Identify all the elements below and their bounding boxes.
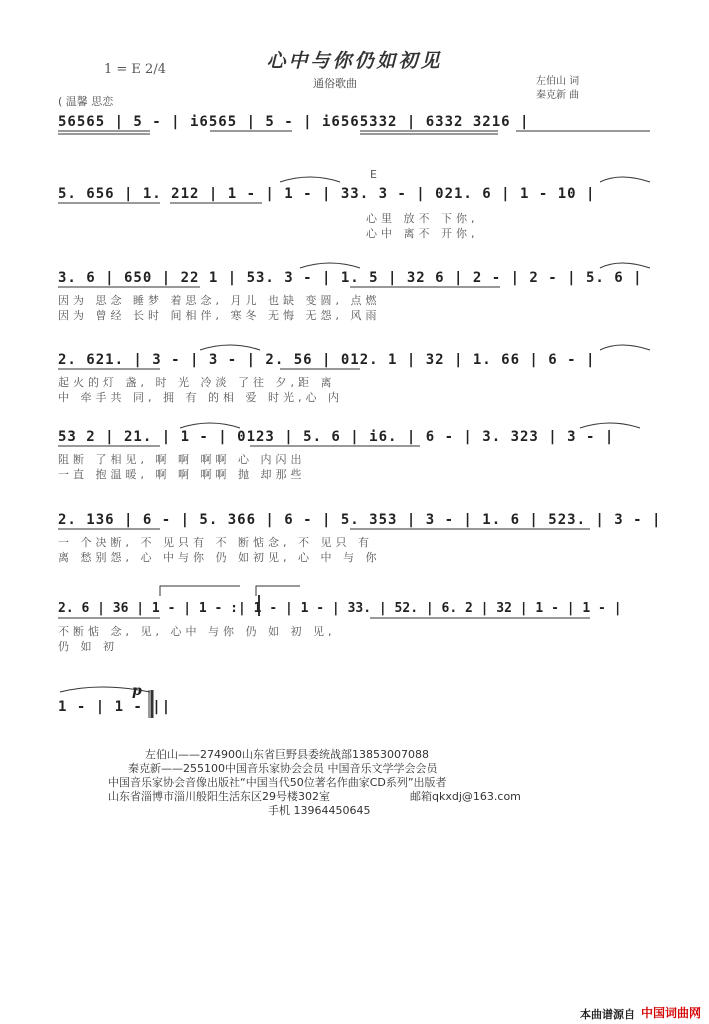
- key-signature: 1 = E 2/4: [104, 62, 166, 77]
- lyric-4b: 中 牵手共 同, 拥 有 的相 爱 时光,心 内: [58, 391, 343, 404]
- lyric-5a: 阻断 了相见, 啊 啊 啊啊 心 内闪出: [58, 453, 306, 466]
- lyric-3a: 因为 思念 睡梦 着思念, 月儿 也缺 变圆, 点燃: [58, 294, 381, 307]
- footer-composer-info: 秦克新——255100中国音乐家协会会员 中国音乐文学学会会员: [128, 762, 438, 775]
- site-name-link[interactable]: 中国词曲网: [640, 1006, 701, 1020]
- lyricist-credit: 左伯山 词: [536, 76, 580, 87]
- music-line-1: 56565 | 5 - | i6565 | 5 - | i6565332 | 6332 3216 |: [58, 114, 530, 130]
- lyric-4a: 起火的灯 盏, 时 光 冷淡 了往 夕,距 离: [58, 376, 336, 389]
- music-line-7: 2. 6 | 36 | 1 - | 1 - :| 1 - | 1 - | 33. | 52. | 6. 2 | 32 | 1 - | 1 - |: [58, 601, 622, 616]
- footer-email: 邮箱qkxdj@163.com: [410, 790, 521, 803]
- footer-phone: 手机 13964450645: [268, 804, 371, 817]
- music-line-6: 2. 136 | 6 - | 5. 366 | 6 - | 5. 353 | 3 - | 1. 6 | 523. | 3 - |: [58, 512, 662, 528]
- lyric-6b: 离 愁别怨, 心 中与你 仍 如初见, 心 中 与 你: [58, 551, 381, 564]
- dynamic-marking: p: [132, 683, 142, 699]
- lyric-3b: 因为 曾经 长时 间相伴, 寒冬 无悔 无怨, 风雨: [58, 309, 381, 322]
- lyric-5b: 一直 抱温暖, 啊 啊 啊啊 抛 却那些: [58, 468, 306, 481]
- composer-credit: 秦克新 曲: [536, 90, 580, 101]
- music-line-8: 1 - | 1 - ||: [58, 699, 172, 715]
- lyric-2a: 心里 放不 下你,: [366, 212, 479, 225]
- footer-lyricist-contact: 左伯山——274900山东省巨野县委统战部13853007088: [145, 748, 429, 761]
- song-title: 心中与你仍如初见: [266, 50, 443, 72]
- lyric-2b: 心中 离不 开你,: [366, 227, 479, 240]
- lyric-6a: 一 个决断, 不 见只有 不 断惦念, 不 见只 有: [58, 536, 373, 549]
- source-label: 本曲谱源自: [580, 1008, 635, 1021]
- music-line-2: 5. 656 | 1. 212 | 1 - | 1 - | 33. 3 - | 021. 6 | 1 - 10 |: [58, 186, 596, 202]
- genre-label: 通俗歌曲: [313, 77, 357, 90]
- lyric-7b: 仍 如 初: [58, 640, 118, 653]
- section-mark-e: E: [370, 168, 377, 181]
- footer-address: 山东省淄博市淄川般阳生活东区29号楼302室: [108, 790, 330, 803]
- music-line-3: 3. 6 | 650 | 22 1 | 53. 3 - | 1. 5 | 32 6 | 2 - | 2 - | 5. 6 |: [58, 270, 643, 286]
- footer-publisher-info: 中国音乐家协会音像出版社“中国当代50位著名作曲家CD系列”出版者: [108, 776, 447, 789]
- music-line-5: 53 2 | 21. | 1 - | 0123 | 5. 6 | i6. | 6 - | 3. 323 | 3 - |: [58, 429, 615, 445]
- lyric-7a: 不断惦 念, 见, 心中 与你 仍 如 初 见,: [58, 625, 336, 638]
- music-line-4: 2. 621. | 3 - | 3 - | 2. 56 | 012. 1 | 32 | 1. 66 | 6 - |: [58, 352, 596, 368]
- mood-marking: ( 温馨 思恋: [58, 95, 114, 108]
